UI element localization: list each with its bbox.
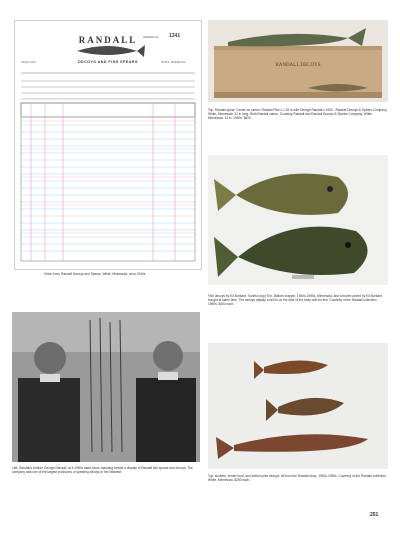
decoy-trio-photo-graphic [208, 343, 388, 469]
carton-photo [208, 20, 388, 102]
fish-logo-icon [77, 45, 145, 57]
order-form-image [14, 20, 202, 270]
carton-photo-graphic [208, 20, 388, 102]
form-order-label: ORDER No. [143, 35, 160, 39]
form-brand: RANDALL [78, 35, 138, 45]
order-form-graphic [15, 21, 201, 269]
trade-show-photo-graphic [12, 312, 200, 462]
sunfish-photo [208, 155, 388, 285]
decoy-trio-photo [208, 343, 388, 469]
form-order-number: 1341 [169, 33, 181, 39]
form-address-right: WHITE, MINNESOTA [161, 61, 187, 64]
svg-text:RANDALL DECOYS: RANDALL DECOYS [275, 63, 321, 68]
form-caption: Order form, Randall Decoys and Spears, White, Minnesota, circa 1940s. [44, 272, 147, 276]
sunfish-photo-graphic [208, 155, 388, 285]
bottom-right-caption: Top: suckers, center trout, and bottom pike decoys. All from the Randall shop, 1940s-1950s. Courtesy of the Randall collection, White, Minnesota. $250 each. [208, 474, 387, 483]
form-subtitle: DECOYS AND FISH SPEARS [78, 60, 138, 64]
middle-right-caption: Fish decoys by Ed Burkard. Sunfish (top) 8 in. Bottom crappie, 1940s-1950s, Minnesota, and a fourth carved by Ed Burkard bought at same time. The decoys display a tail fin on the side of the body with tin fins. Courtesy of the Randall collection. 1950s. $400 each. [208, 294, 383, 307]
trade-show-photo [12, 312, 200, 462]
bottom-left-caption: Left, Randall's brother George Randall, at a 1950s trade show, standing beside a display of Randall fish spears and decoys. The company was one of the largest producers of spearing decoys in the Midwest. [12, 466, 193, 475]
top-right-caption: Top: Randall spear. Center on carton: Randall Pike c 1.25 in with George Randall c.1950 - Randall Decoys & Spears Company, White, Minnesota. 12 in long. Both Randall carton. Courtesy Randall and Randall Decoys & Spears Company, White, Minnesota. 12 in. 1950s. $600. [208, 108, 388, 121]
page-number: 251 [370, 512, 379, 518]
form-address-left: SINCE 1920 [21, 61, 36, 64]
